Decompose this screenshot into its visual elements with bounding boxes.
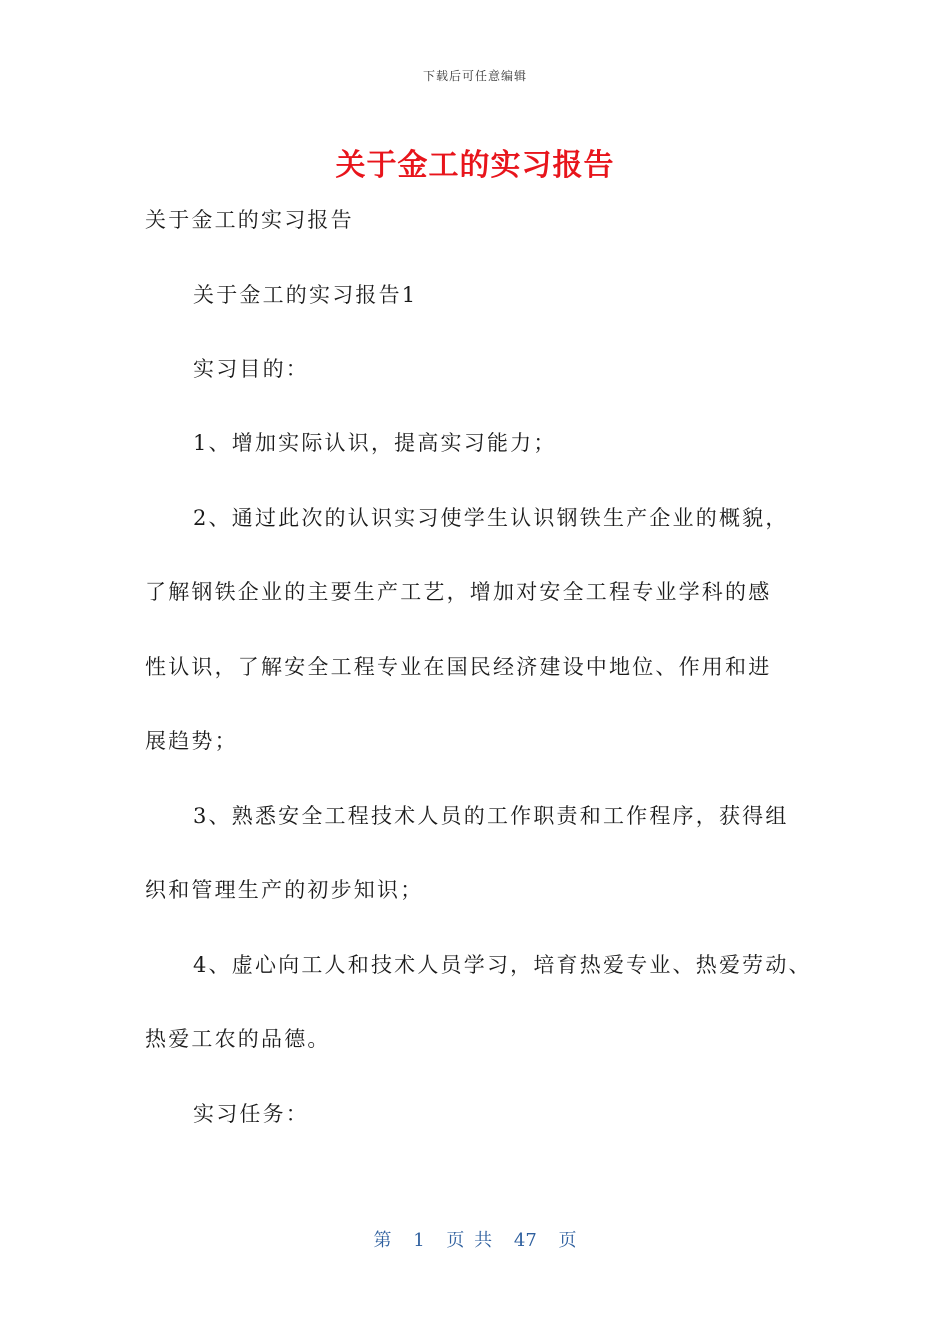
paragraph-line: 2、通过此次的认识实习使学生认识钢铁生产企业的概貌， [193,506,789,530]
paragraph-line: 关于金工的实习报告1 [193,283,418,307]
page-footer-current: 1 [413,1230,425,1251]
page-footer [0,1226,950,1252]
paragraph-line: 3、熟悉安全工程技术人员的工作职责和工作程序，获得组 [193,804,789,828]
paragraph-line: 性认识，了解安全工程专业在国民经济建设中地位、作用和进 [145,655,772,679]
paragraph-line: 1、增加实际认识，提高实习能力； [193,431,557,455]
paragraph-line: 4、虚心向工人和技术人员学习，培育热爱专业、热爱劳动、 [193,953,812,977]
page-footer-total: 47 [513,1230,537,1251]
paragraph-line: 实习目的： [193,357,309,381]
header-note: 下载后可任意编辑 [422,69,527,83]
page-footer-suffix: 页 [558,1230,577,1251]
paragraph-line: 实习任务： [193,1102,309,1126]
paragraph-line: 热爱工农的品德。 [145,1027,331,1051]
paragraph-line: 了解钢铁企业的主要生产工艺，增加对安全工程专业学科的感 [145,580,772,604]
paragraph-line: 织和管理生产的初步知识； [145,878,424,902]
paragraph-line: 展趋势； [145,729,238,753]
page-footer-mid: 页 共 [446,1230,493,1251]
page-footer-prefix: 第 [373,1230,392,1251]
document-title: 关于金工的实习报告 [335,148,615,183]
paragraph-line: 关于金工的实习报告 [145,208,354,232]
